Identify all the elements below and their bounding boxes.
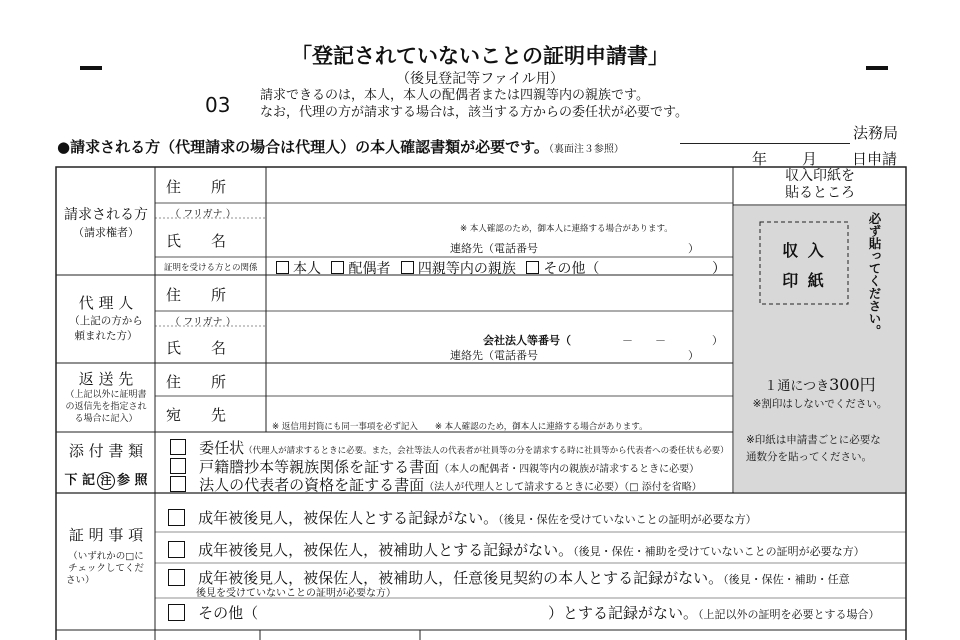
certificate-checkbox[interactable] xyxy=(168,509,185,526)
agent-section-label xyxy=(60,292,152,343)
applicant-title: 請求される方 xyxy=(64,207,148,223)
certificate-item[interactable]: 成年被後見人，被保佐人，被補助人とする記録がない。（後見・保佐・補助を受けていないことの証明が必要な方） xyxy=(168,539,865,560)
attachment-checkbox[interactable] xyxy=(170,476,186,492)
relation-option-other[interactable]: その他（ xyxy=(526,261,599,277)
attachment-checkbox[interactable] xyxy=(170,458,186,474)
stamp-header xyxy=(735,168,905,202)
id-notice-main: ●請求される方（代理請求の場合は代理人）の本人確認書類が必要です。 xyxy=(57,138,549,156)
stamp-box-line-1: 収 入 xyxy=(782,241,826,260)
certificate-item[interactable]: 成年被後見人，被保佐人とする記録がない。（後見・保佐を受けていないことの証明が必要な方） xyxy=(168,507,757,528)
stamp-vertical-note: 必ず貼ってください。 xyxy=(867,212,882,337)
revenue-stamp-box xyxy=(760,236,848,296)
attachment-item[interactable]: 法人の代表者の資格を証する書面（法人が代理人として請求するときに必要）（□ 添付を省略） xyxy=(170,474,702,495)
stamp-header-line-1: 収入印紙を xyxy=(785,168,855,184)
agent-subtitle-2: 頼まれた方） xyxy=(74,330,138,342)
certificate-item[interactable]: 成年被後見人，被保佐人，被補助人，任意後見契約の本人とする記録がない。（後見・保佐・補助・任意 xyxy=(168,567,850,588)
relation-options xyxy=(276,258,599,278)
certificate-item[interactable]: その他（ xyxy=(168,602,258,623)
attachments-section-label xyxy=(60,440,152,490)
agent-address-label: 住 所 xyxy=(166,286,227,304)
stamp-box-line-2: 印 紙 xyxy=(782,271,826,290)
applicant-furigana-label: （ フリガナ ） xyxy=(170,209,236,220)
relation-option-self[interactable]: 本人 xyxy=(276,261,321,277)
agent-subtitle-1: （上記の方から xyxy=(69,315,143,327)
relation-option-spouse[interactable]: 配偶者 xyxy=(331,261,390,277)
return-note: ※ 返信用封筒にも同一事項を必ず記入 ※ 本人確認のため，御本人に連絡する場合があります。 xyxy=(272,422,648,432)
date-day: 日申請 xyxy=(852,150,898,168)
corp-number-label: 会社法人等番号（ xyxy=(483,334,571,347)
return-title: 返 送 先 xyxy=(78,370,134,388)
attachment-checkbox[interactable] xyxy=(170,439,186,455)
applicant-address-label: 住 所 xyxy=(166,178,227,196)
applicant-subtitle: （請求権者） xyxy=(73,226,139,239)
corp-number-close: ） xyxy=(712,334,723,347)
certificate-checkbox[interactable] xyxy=(168,541,185,558)
return-subtitle-2: の返信先を指定され xyxy=(65,402,147,412)
return-addressee-label: 宛 先 xyxy=(166,406,227,424)
stamp-header-line-2: 貼るところ xyxy=(785,185,855,201)
form-code: 03 xyxy=(205,93,231,117)
certificate-title: 証 明 事 項 xyxy=(68,526,144,544)
relation-checkbox[interactable] xyxy=(331,261,344,274)
certificate-other-close: ）とする記録がない。（上記以外の証明を必要とする場合） xyxy=(548,604,880,622)
corp-number-dashes: － － xyxy=(622,334,666,347)
fee-note: １通につき300円 xyxy=(764,375,876,394)
applicant-contact-note: ※ 本人確認のため，御本人に連絡する場合があります。 xyxy=(460,224,673,234)
no-seal-note: ※割印はしないでください。 xyxy=(752,398,888,410)
form-subtitle: （後見登記等ファイル用） xyxy=(396,71,564,87)
office-label: 法務局 xyxy=(853,124,899,142)
relation-checkbox[interactable] xyxy=(401,261,414,274)
certificate-checkbox[interactable] xyxy=(168,604,185,621)
agent-phone-label: 連絡先（電話番号 xyxy=(450,349,538,362)
relation-checkbox[interactable] xyxy=(526,261,539,274)
return-section-label xyxy=(60,368,152,425)
applicant-phone-label: 連絡先（電話番号 xyxy=(450,242,538,255)
certificate-other-field[interactable] xyxy=(270,600,540,624)
agent-furigana-label: （ フリガナ ） xyxy=(170,317,236,328)
attachment-item[interactable]: 戸籍謄抄本等親族関係を証する書面（本人の配偶者・四親等内の親族が請求するときに必要） xyxy=(170,456,699,477)
agent-name-label: 氏 名 xyxy=(166,339,227,357)
relation-close: ） xyxy=(712,261,726,277)
attachment-item[interactable]: 委任状（代理人が請求するときに必要。また，会社等法人の代表者が社員等の分を請求する時に社員等から代表者への委任状も必要） xyxy=(170,437,729,458)
applicant-name-label: 氏 名 xyxy=(166,232,227,250)
certificate-subtitle-3: さい） xyxy=(66,575,95,586)
agent-address-field[interactable] xyxy=(268,277,731,309)
certificate-subtitle-1: （いずれかの□に xyxy=(68,551,144,562)
return-address-field[interactable] xyxy=(268,365,731,395)
certificate-checkbox[interactable] xyxy=(168,569,185,586)
relation-option-relative[interactable]: 四親等内の親族 xyxy=(401,261,516,277)
eligibility-line-2: なお，代理の方が請求する場合は，該当する方からの委任状が必要です。 xyxy=(260,105,688,120)
eligibility-line-1: 請求できるのは，本人，本人の配偶者または四親等内の親族です。 xyxy=(260,88,649,103)
attachments-title: 添 付 書 類 xyxy=(68,442,144,460)
return-address-label: 住 所 xyxy=(166,373,227,391)
relation-label: 証明を受ける方との関係 xyxy=(164,263,258,273)
form-title: 「登記されていないことの証明申請書」 xyxy=(291,43,669,68)
certificate-item-note-cont: 後見を受けていないことの証明が必要な方） xyxy=(196,588,396,599)
date-month: 月 xyxy=(802,150,818,168)
date-year: 年 xyxy=(752,150,768,168)
relation-checkbox[interactable] xyxy=(276,261,289,274)
stamp-note-line-2: 通数分を貼ってください。 xyxy=(746,451,872,463)
applicant-phone-close: ） xyxy=(688,242,699,255)
agent-phone-close: ） xyxy=(688,349,699,362)
return-subtitle-1: （上記以外に証明書 xyxy=(65,390,147,400)
attachments-ref: 下 記 注 参 照 xyxy=(64,473,148,488)
note-circle-icon: 注 xyxy=(97,472,115,490)
stamp-note-line-1: ※印紙は申請書ごとに必要な xyxy=(746,434,881,446)
agent-title: 代 理 人 xyxy=(78,294,134,312)
applicant-section-label xyxy=(60,204,152,240)
id-notice-ref: （裏面注３参照） xyxy=(548,144,624,155)
return-subtitle-3: る場合に記入） xyxy=(74,414,138,424)
certificate-section-label xyxy=(60,524,152,587)
stamp-per-application-note xyxy=(746,432,881,466)
certificate-subtitle-2: チェックしてくだ xyxy=(68,563,144,574)
applicant-address-field[interactable] xyxy=(268,169,731,201)
